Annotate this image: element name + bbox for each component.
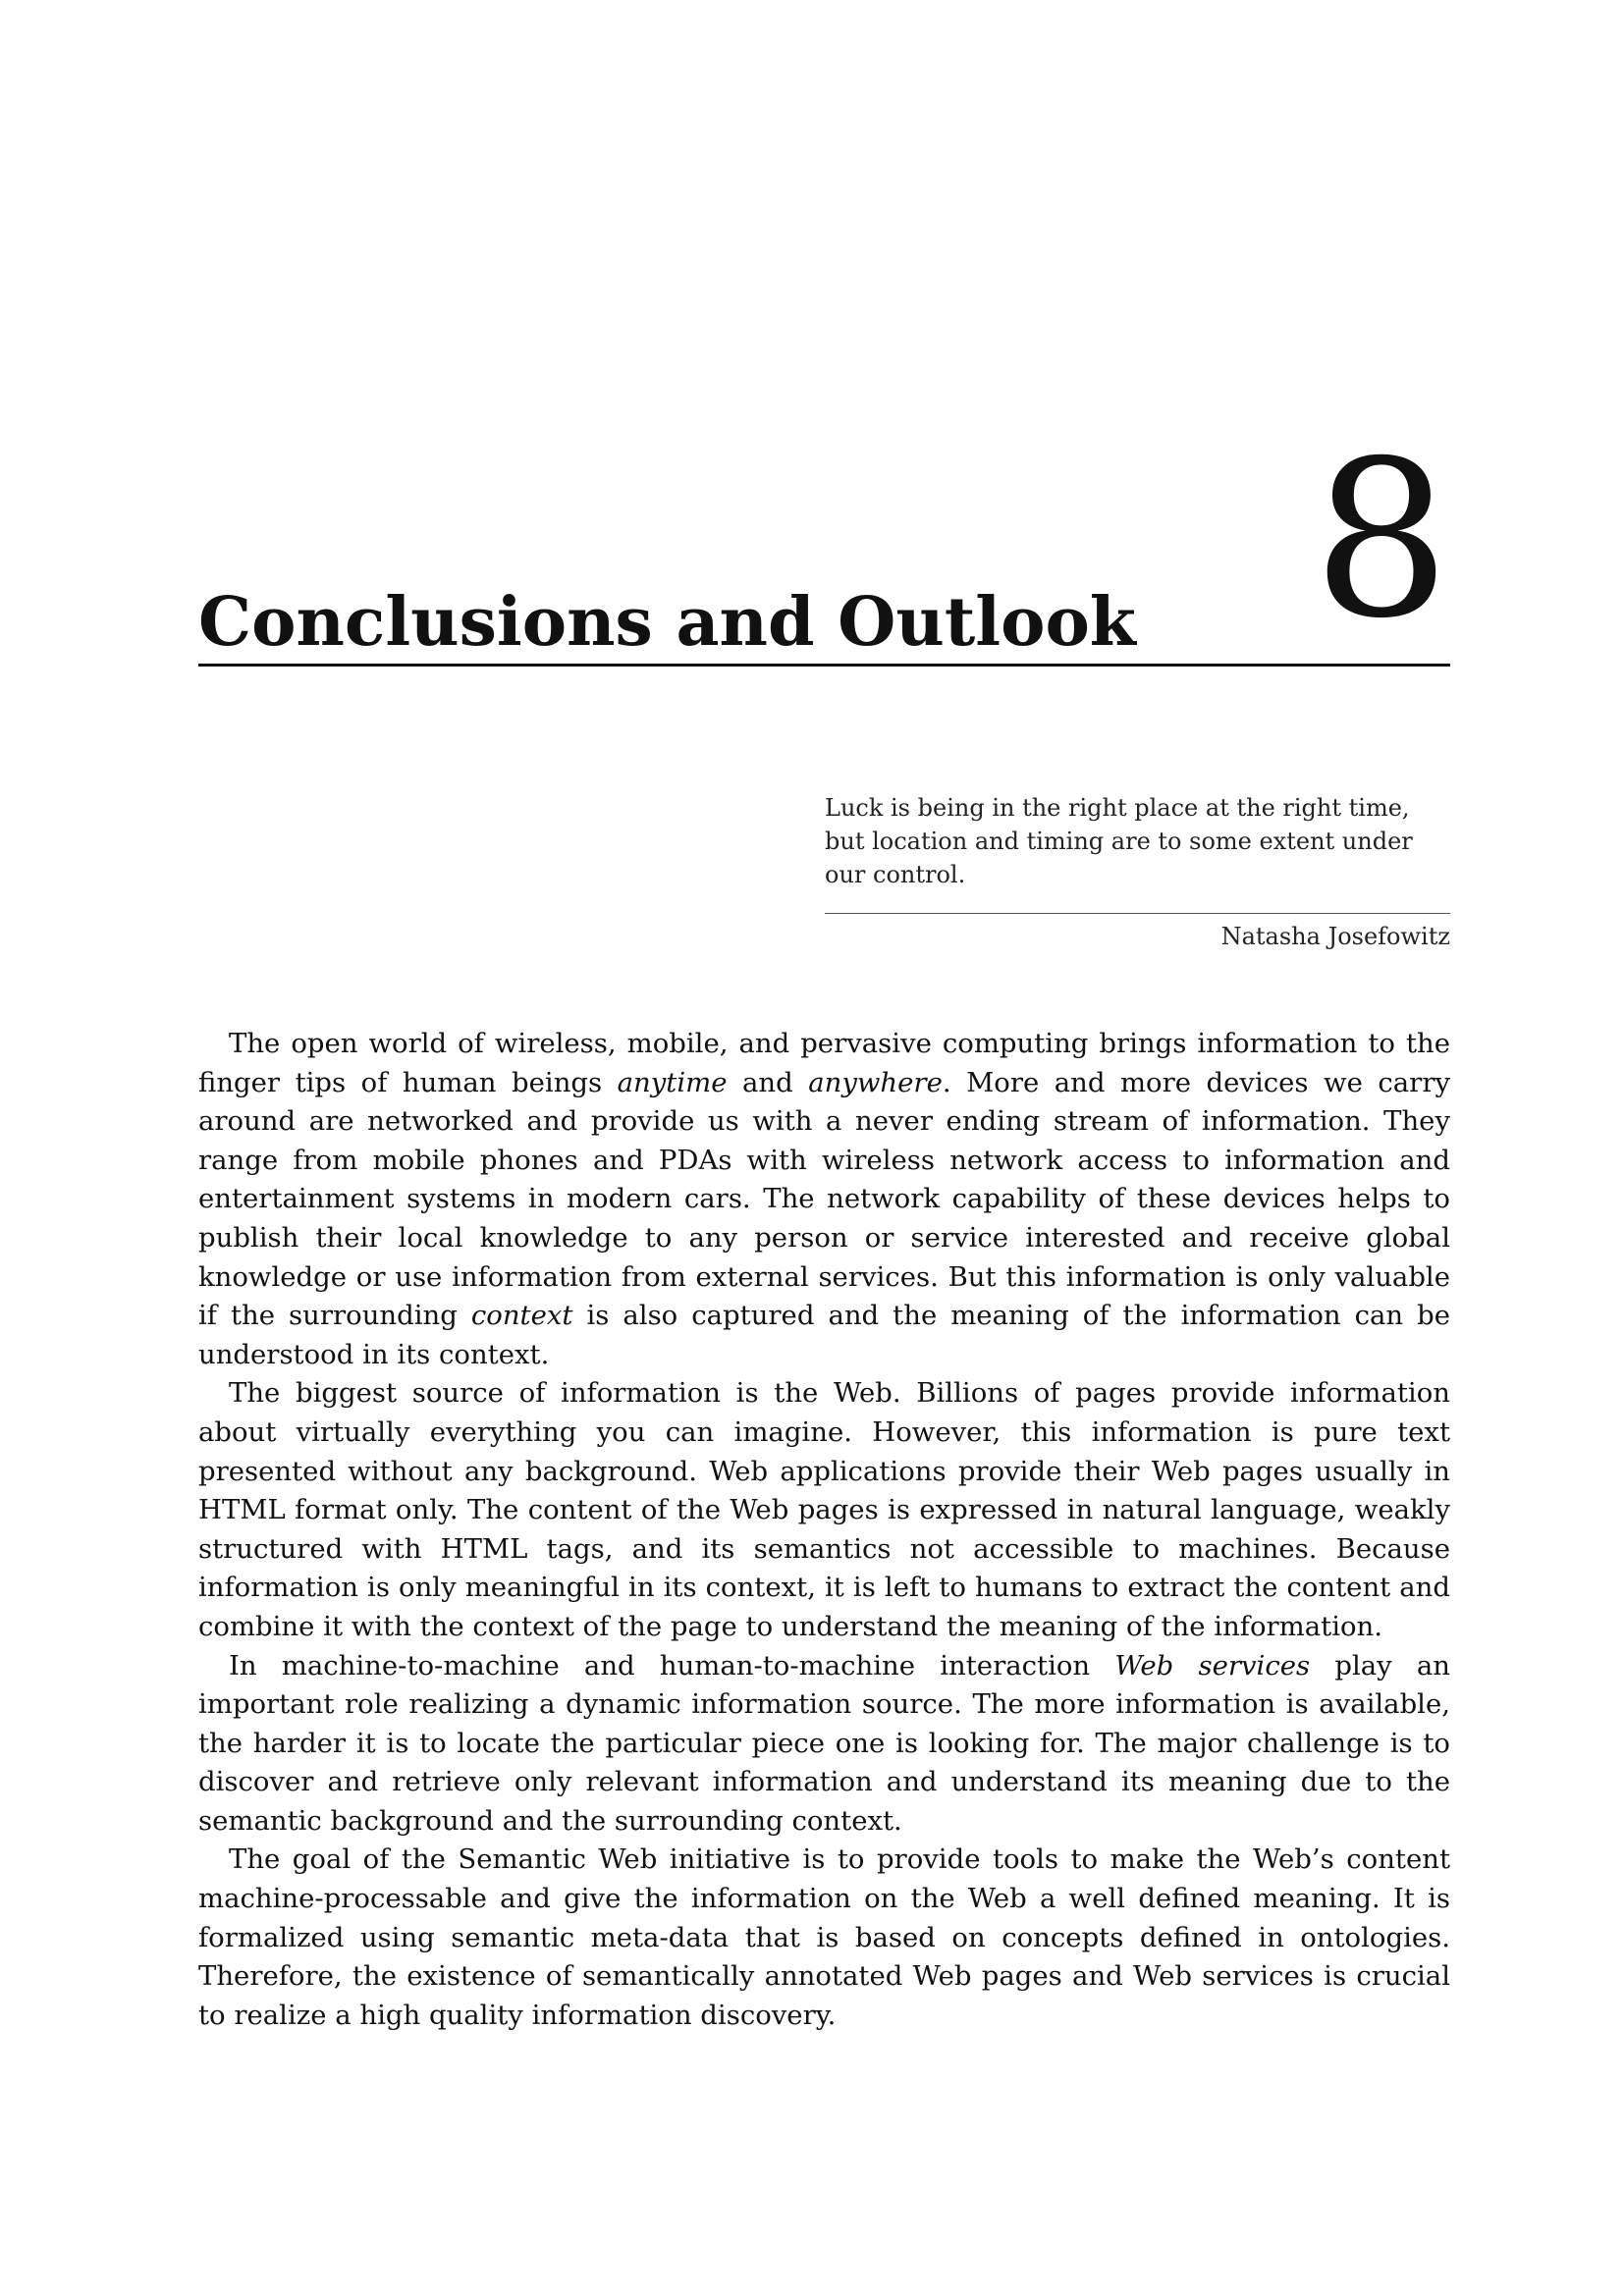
chapter-title-rule bbox=[198, 664, 1450, 667]
paragraph-1-text-c: . More and more devices we carry around are networked and provide us with a never ending stream of information. They range from mobile phones and PDAs with wireless network access to information and entertainment systems in modern cars. The network capability of these devices helps to publish their local knowledge to any person or service interested and receive global knowledge or use information from external services. But this information is only valuable if the surrounding bbox=[198, 1066, 1450, 1332]
emphasis-anywhere: anywhere bbox=[808, 1066, 943, 1098]
chapter-header bbox=[198, 414, 1450, 667]
paragraph-2: The biggest source of information is the Web. Billions of pages provide information about virtually everything you can imagine. However, this information is pure text presented without any background. Web applications provide their Web pages usually in HTML format only. The content of the Web pages is expressed in natural language, weakly structured with HTML tags, and its semantics not accessible to machines. Because information is only meaningful in its context, it is left to humans to extract the content and combine it with the context of the page to understand the meaning of the information. bbox=[198, 1377, 1450, 1642]
chapter-number: 8 bbox=[1313, 414, 1450, 666]
epigraph bbox=[825, 791, 1450, 953]
paragraph-3 bbox=[198, 1647, 1450, 1842]
epigraph-rule bbox=[825, 913, 1450, 914]
epigraph-author: Natasha Josefowitz bbox=[1220, 923, 1450, 950]
paragraph-1-text-d: is also captured and the meaning of the information can be understood in its context. bbox=[198, 1300, 1450, 1370]
paragraph-1-text-a: The open world of wireless, mobile, and pervasive computing brings information to the finger tips of human beings bbox=[198, 1028, 1450, 1098]
epigraph-quote: Luck is being in the right place at the right time, but location and timing are to some extent under our control. bbox=[825, 794, 1413, 888]
paragraph-4: The goal of the Semantic Web initiative is to provide tools to make the Web’s content machine-processable and give the information on the Web a well defined meaning. It is formalized using semantic meta-data that is based on concepts defined in ontologies. Therefore, the existence of semantically annotated Web pages and Web services is crucial to realize a high quality information discovery. bbox=[198, 1843, 1450, 2031]
paragraph-1 bbox=[198, 1025, 1450, 1374]
chapter-title: Conclusions and Outlook bbox=[198, 583, 1136, 662]
emphasis-web-services: Web services bbox=[1114, 1649, 1311, 1682]
emphasis-context: context bbox=[470, 1300, 573, 1332]
emphasis-anytime: anytime bbox=[617, 1066, 728, 1098]
body-text bbox=[198, 1025, 1450, 2035]
paragraph-1-text-b: and bbox=[727, 1066, 809, 1098]
paragraph-3-text-b: play an important role realizing a dynamic information source. The more information is available, the harder it is to locate the particular piece one is looking for. The major challenge is to discover and retrieve only relevant information and understand its meaning due to the semantic background and the surrounding context. bbox=[198, 1649, 1451, 1837]
paragraph-3-text-a: In machine-to-machine and human-to-machine interaction bbox=[229, 1649, 1115, 1682]
